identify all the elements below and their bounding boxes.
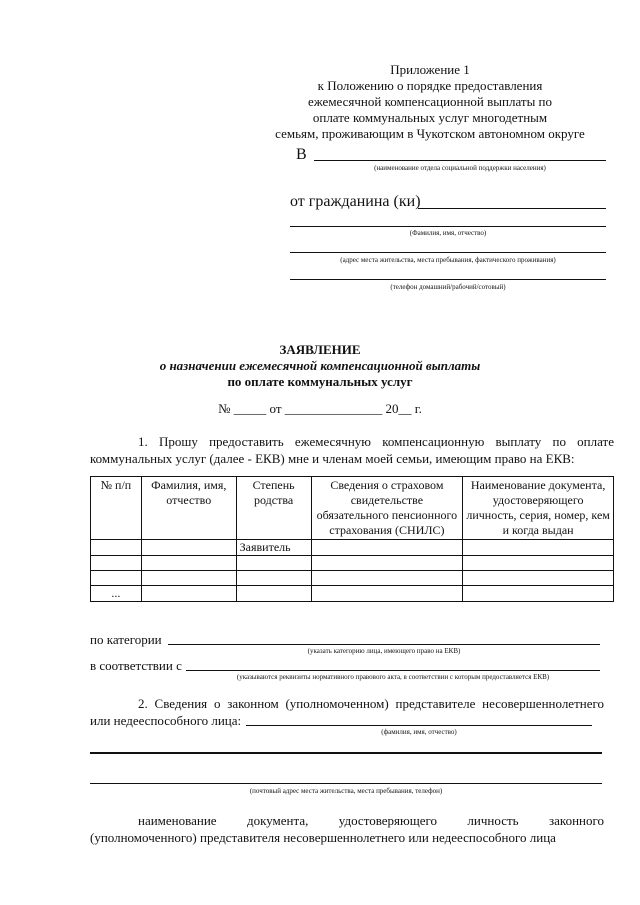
column-header: № п/п (91, 477, 142, 540)
addressee-prefix: В (296, 146, 307, 163)
from-phone-caption: (телефон домашний/рабочий/сотовый) (390, 283, 506, 291)
from-name-field-2[interactable] (290, 226, 606, 227)
table-cell[interactable] (141, 586, 236, 602)
paragraph-3-line-1: наименование документа, удостоверяющего личность законного (138, 813, 604, 828)
table-cell[interactable] (311, 556, 463, 571)
table-cell[interactable] (236, 586, 311, 602)
addressee-field[interactable] (314, 160, 606, 161)
table-cell[interactable] (463, 571, 614, 586)
table-cell[interactable] (311, 571, 463, 586)
title-line-1: ЗАЯВЛЕНИЕ (279, 342, 361, 357)
table-row (91, 586, 614, 602)
table-cell[interactable] (463, 586, 614, 602)
paragraph-1-line-2: коммунальных услуг (далее - ЕКВ) мне и членам моей семьи, имеющим право на ЕКВ: (90, 451, 575, 466)
paragraph-3 (90, 812, 604, 846)
annex-line: Приложение 1 (390, 62, 470, 77)
table-cell[interactable] (236, 556, 311, 571)
table-cell[interactable] (91, 571, 142, 586)
annex-line: к Положению о порядке предоставления (317, 78, 543, 93)
family-table (90, 476, 614, 602)
representative-address-caption: (почтовый адрес места жительства, места пребывания, телефон) (249, 787, 443, 795)
category-label: по категории (90, 632, 162, 647)
addressee-caption: (наименование отдела социальной поддержки населения) (374, 164, 546, 172)
from-label: от гражданина (ки) (290, 193, 421, 210)
number-date-line[interactable]: № _____ от _______________ 20__ г. (218, 401, 422, 416)
table-cell[interactable] (141, 540, 236, 556)
annex-line: семьям, проживающим в Чукотском автономном округе (275, 126, 585, 141)
table-cell[interactable] (91, 556, 142, 571)
paragraph-1-line-1: 1. Прошу предоставить ежемесячную компенсационную выплату по оплате (138, 434, 614, 449)
table-cell-applicant: Заявитель (236, 540, 311, 556)
title-line-2: о назначении ежемесячной компенсационной выплаты (159, 358, 481, 373)
from-name-field-1[interactable] (418, 208, 606, 209)
column-header: Наименование документа, удостоверяющего личность, серия, номер, кем и когда выдан (463, 477, 614, 540)
table-cell[interactable] (141, 571, 236, 586)
paragraph-2-line-1: 2. Сведения о законном (уполномоченном) представителе несовершеннолетнего (138, 696, 604, 711)
table-row (91, 571, 614, 586)
table-cell[interactable] (311, 540, 463, 556)
table-cell-ellipsis: ... (91, 586, 142, 602)
accordance-field[interactable] (186, 670, 600, 671)
table-cell[interactable] (141, 556, 236, 571)
accordance-label: в соответствии с (90, 658, 182, 673)
table-cell[interactable] (236, 571, 311, 586)
paragraph-3-line-2: (уполномоченного) представителя несовершеннолетнего или недееспособного лица (90, 830, 556, 845)
column-header: Степень родства (236, 477, 311, 540)
table-cell[interactable] (311, 586, 463, 602)
annex-header (250, 62, 610, 142)
paragraph-2-line-2: или недееспособного лица: (90, 713, 242, 728)
accordance-caption: (указываются реквизиты нормативного правового акта, в соответствии с которым предоставляется ЕКВ) (236, 673, 550, 681)
column-header: Фамилия, имя, отчество (141, 477, 236, 540)
table-row (91, 540, 614, 556)
representative-name-field[interactable] (246, 725, 592, 726)
from-address-caption: (адрес места жительства, места пребывания, фактического проживания) (340, 256, 556, 264)
table-cell[interactable] (463, 540, 614, 556)
from-name-caption: (Фамилия, имя, отчество) (409, 229, 487, 237)
from-address-field[interactable] (290, 252, 606, 253)
paragraph-2 (90, 695, 604, 729)
from-phone-field[interactable] (290, 279, 606, 280)
document-title (120, 342, 520, 390)
annex-line: ежемесячной компенсационной выплаты по (307, 94, 553, 109)
annex-line: оплате коммунальных услуг многодетным (312, 110, 548, 125)
title-line-3: по оплате коммунальных услуг (227, 374, 413, 389)
paragraph-1 (90, 433, 614, 467)
table-cell[interactable] (463, 556, 614, 571)
representative-field-line[interactable] (90, 752, 602, 754)
category-field[interactable] (168, 644, 600, 645)
representative-address-field[interactable] (90, 783, 602, 784)
representative-name-caption: (фамилия, имя, отчество) (381, 728, 457, 736)
table-row (91, 556, 614, 571)
table-cell[interactable] (91, 540, 142, 556)
table-header-row (91, 477, 614, 540)
category-caption: (указать категорию лица, имеющего право на ЕКВ) (307, 647, 461, 655)
column-header: Сведения о страховом свидетельстве обязательного пенсионного страхования (СНИЛС) (311, 477, 463, 540)
